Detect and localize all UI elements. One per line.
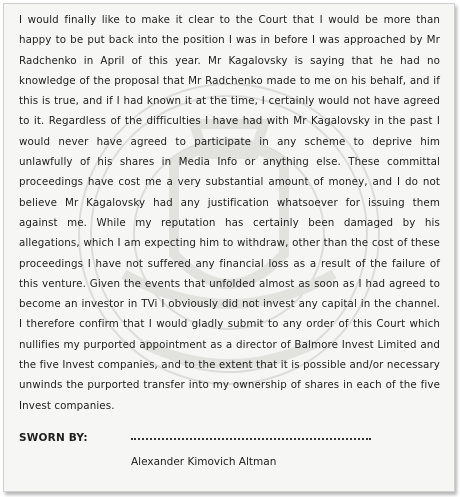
sworn-by-label: SWORN BY:: [19, 432, 88, 444]
document-page: [3, 3, 455, 492]
signatory-name: Alexander Kimovich Altman: [131, 456, 277, 468]
signature-line: [131, 438, 371, 440]
affidavit-paragraph: I would finally like to make it clear to the Court that I would be more than happy to be put back into the position I was in before I was approached by Mr Radchenko in April of this year. Mr Kagalovsky is saying that he had no knowledge of the proposal that Mr Radchenko made to me on his behalf, and if this is true, and if I had known it at the time, I certainly would not have agreed to it. Regardless of the difficulties I have had with Mr Kagalovsky in the past I would never have agreed to participate in any scheme to deprive him unlawfully of his shares in Media Info or anything else. These committal proceedings have cost me a very substantial amount of money, and I do not believe Mr Kagalovsky had any justification whatsoever for issuing them against me. While my reputation has certainly been damaged by his allegations, which I am expecting him to withdraw, other than the cost of these proceedings I have not suffered any financial loss as a result of the failure of this venture. Given the events that unfolded almost as soon as I had agreed to become an investor in TVi I obviously did not invest any capital in the channel. I therefore confirm that I would gladly submit to any order of this Court which nullifies my purported appointment as a director of Balmore Invest Limited and the five Invest companies, and to the extent that it is possible and/or necessary unwinds the purported transfer into my ownership of shares in each of the five Invest companies.: [19, 14, 440, 412]
